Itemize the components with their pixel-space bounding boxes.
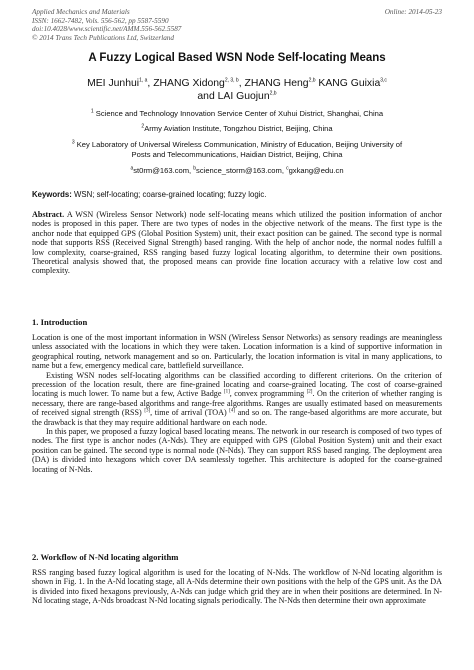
author-name: , ZHANG Heng	[238, 78, 309, 89]
affiliation-mark: 3	[71, 139, 75, 146]
author-emails	[40, 166, 434, 176]
paragraph: Location is one of the most important information in WSN (Wireless Sensor Networks) as sensory readings are meaningless unless associated with the locations in which they were taken. Location information is a kind of supportive information in geographical routing, network management and so on. Particularly, the location information is vital in many applications, to name but a few, emergency medical care, battlefield surveillance.	[32, 333, 442, 371]
email-link[interactable]: gxkang@edu.cn	[288, 166, 344, 175]
author-affiliation-mark: 1, a	[139, 77, 148, 84]
email-mark: c	[286, 165, 289, 172]
email-link[interactable]: science_storm@163.com,	[196, 166, 287, 175]
affiliation-text: Posts and Telecommunications, Haidian District, Beijing, China	[131, 149, 343, 159]
affiliation-3	[40, 140, 434, 159]
author-name: and LAI Guojun	[197, 91, 270, 102]
paragraph: In this paper, we proposed a fuzzy logical based locating means. The network in our research is composed of two types of nodes. The first type is anchor nodes (A-Nds). They are equipped with GPS (Global Position System) unit and their exact position can be gained. The second type is normal node (N-Nds). They can support RSS based ranging. The deployment area (DA) is divided into hexagons which cover DA seamlessly together. This architecture is adopted for the coarse-grained locating of N-Nds.	[32, 427, 442, 474]
journal-name: Applied Mechanics and Materials	[32, 8, 130, 16]
author-affiliation-mark: 2,b	[308, 77, 316, 84]
affiliation-mark: 1	[90, 108, 94, 115]
author-affiliation-mark: 2, 3, b	[224, 77, 239, 84]
journal-header	[32, 8, 292, 42]
journal-doi[interactable]: doi:10.4028/www.scientific.net/AMM.556-562.5587	[32, 25, 182, 34]
citation[interactable]: [1]	[223, 389, 230, 395]
paper-title: A Fuzzy Logical Based WSN Node Self-locating Means	[88, 52, 386, 64]
journal-issn: ISSN: 1662-7482, Vols. 556-562, pp 5587-5590	[32, 16, 169, 25]
abstract-text: A WSN (Wireless Sensor Network) node self-locating means which utilized the position information of anchor nodes is proposed in this paper. There are two types of nodes in the objective network of the means. The first type is the anchor node that equipped GPS (Global Position System) unit, their exact position can be gained. The second type is normal node that supports RSS (Received Signal Strength) based ranging. With the help of anchor node, the normal nodes fulfill a low complexity, coarse-grained, RSS ranging based fuzzy logical locating algorithm, to determine their own positions. Theoretical analysis showed that, the proposed means can provide fine location accuracy with a relative low cost and complexity.	[32, 210, 442, 276]
affiliation-mark: 2	[141, 123, 145, 130]
keywords-label: Keywords:	[32, 190, 72, 199]
keywords-text: WSN; self-locating; coarse-grained locating; fuzzy logic.	[71, 190, 267, 199]
author-name: KANG Guixia	[315, 78, 381, 89]
introduction-body	[32, 333, 442, 474]
author-affiliation-mark: 2,b	[269, 90, 277, 97]
abstract-label: Abstract.	[32, 210, 65, 219]
keywords	[32, 190, 442, 199]
author-name: MEI Junhui	[87, 78, 140, 89]
journal-copyright: © 2014 Trans Tech Publications Ltd, Switzerland	[32, 33, 174, 42]
citation[interactable]: [4]	[229, 408, 236, 414]
paragraph: Existing WSN nodes self-locating algorithms can be classified according to different criterions. On the criterion of precession of the location result, there are fine-grained locating and coarse-grained locating. The cost of coarse-grained locating is much lower. To name but a few, Active Badge [1], convex programming [2]. On the criterion of whether ranging is necessary, there are range-based algorithms and range-free algorithms. Ranges are usually estimated based on measurements of received signal strength (RSS) [3], time of arrival (TOA) [4] and so on. The range-based algorithms are more accurate, but the drawback is that they may require additional hardware on each node.	[32, 370, 442, 427]
affiliation-text: Science and Technology Innovation Service Center of Xuhui District, Shanghai, China	[93, 109, 384, 118]
author-list	[60, 77, 414, 103]
email-link[interactable]: st0rm@163.com,	[133, 166, 194, 175]
section-heading-workflow: 2. Workflow of N-Nd locating algorithm	[32, 552, 179, 562]
author-affiliation-mark: 3,c	[380, 77, 387, 84]
citation[interactable]: [2]	[306, 389, 313, 395]
email-mark: b	[193, 165, 197, 172]
email-mark: a	[130, 165, 134, 172]
abstract	[32, 210, 442, 276]
affiliation-2	[40, 124, 434, 134]
online-date: Online: 2014-05-23	[384, 8, 442, 16]
paragraph: RSS ranging based fuzzy logical algorithm is used for the locating of N-Nds. The workflow of N-Nd locating algorithm is shown in Fig. 1. In the A-Nd locating stage, all A-Nds determine their own positions with the help of the GPS unit. As the DA is divided into fixed hexagons previously, A-Nds can judge which grid they are in when their positions are determined. In N-Nd locating stage, A-Nds broadcast N-Nd locating signals periodically. The N-Nds then determine their own approximate	[32, 568, 442, 606]
affiliation-1	[40, 109, 434, 119]
author-name: , ZHANG Xidong	[147, 78, 225, 89]
citation[interactable]: [3]	[144, 408, 151, 414]
workflow-body	[32, 568, 442, 606]
affiliation-text: Army Aviation Institute, Tongzhou District, Beijing, China	[144, 124, 333, 133]
affiliation-text: Key Laboratory of Universal Wireless Communication, Ministry of Education, Beijing University of	[74, 140, 403, 149]
section-heading-introduction: 1. Introduction	[32, 317, 88, 327]
